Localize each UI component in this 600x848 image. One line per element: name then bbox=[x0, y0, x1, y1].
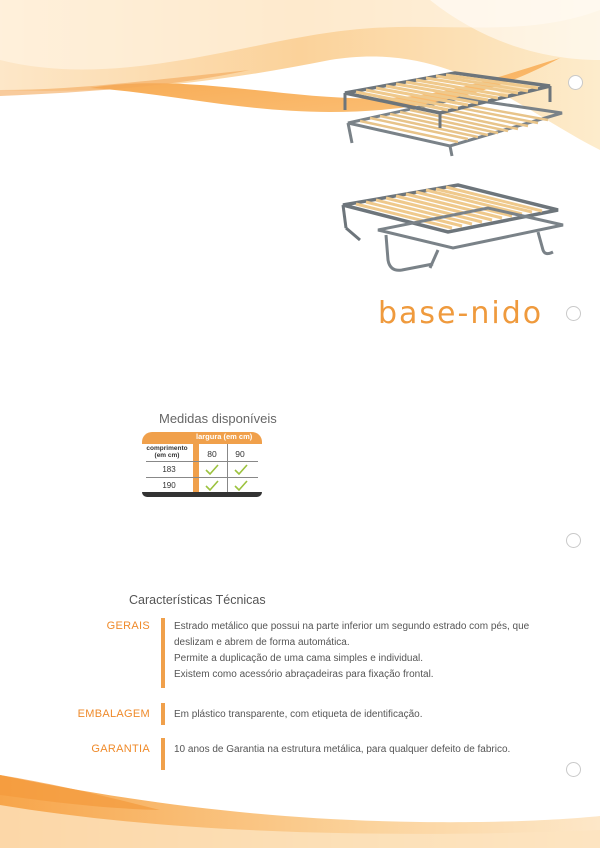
table-divider bbox=[146, 461, 258, 462]
orange-separator bbox=[193, 444, 199, 492]
width-header-bar bbox=[142, 432, 262, 444]
sizes-table bbox=[142, 432, 262, 496]
spec-line: Existem como acessório abraçadeiras para fixação frontal. bbox=[174, 669, 434, 680]
check-icon bbox=[205, 464, 219, 475]
spec-line: deslizam e abrem de forma automática. bbox=[174, 637, 350, 648]
binder-hole bbox=[566, 762, 581, 777]
width-80: 80 bbox=[207, 449, 217, 459]
sizes-heading: Medidas disponíveis bbox=[159, 411, 277, 426]
product-title: base-nido bbox=[378, 296, 544, 331]
length-190: 190 bbox=[162, 481, 176, 490]
check-icon bbox=[234, 464, 248, 475]
spec-label-embalagem: EMBALAGEM bbox=[77, 708, 150, 720]
length-183: 183 bbox=[162, 465, 176, 474]
spec-label-garantia: GARANTIA bbox=[91, 743, 150, 755]
check-icon bbox=[234, 480, 248, 491]
width-90: 90 bbox=[235, 449, 245, 459]
bottom-decorative-swoosh bbox=[0, 760, 600, 848]
specs-heading: Características Técnicas bbox=[129, 593, 266, 607]
spec-bar bbox=[161, 703, 165, 725]
binder-hole bbox=[568, 75, 583, 90]
spec-text-garantia: 10 anos de Garantia na estrutura metálica, para qualquer defeito de fabrico. bbox=[174, 744, 511, 755]
spec-label-gerais: GERAIS bbox=[106, 620, 150, 632]
width-header: largura (em cm) bbox=[196, 432, 253, 441]
spec-text-embalagem: Em plástico transparente, com etiqueta de identificação. bbox=[174, 709, 423, 720]
spec-line: Permite a duplicação de uma cama simples e individual. bbox=[174, 653, 424, 664]
bed-closed-illustration bbox=[340, 68, 570, 163]
spec-bar bbox=[161, 738, 165, 770]
table-bottom-bar bbox=[142, 492, 262, 497]
length-header: comprimento (em cm) bbox=[146, 445, 188, 459]
binder-hole bbox=[566, 533, 581, 548]
spec-bar bbox=[161, 618, 165, 688]
spec-line: Estrado metálico que possui na parte inferior um segundo estrado com pés, que bbox=[174, 621, 530, 632]
check-icon bbox=[205, 480, 219, 491]
table-divider bbox=[146, 477, 258, 478]
binder-hole bbox=[566, 306, 581, 321]
table-divider bbox=[227, 444, 228, 492]
bed-open-illustration bbox=[338, 180, 568, 280]
spec-text-gerais bbox=[174, 619, 569, 683]
